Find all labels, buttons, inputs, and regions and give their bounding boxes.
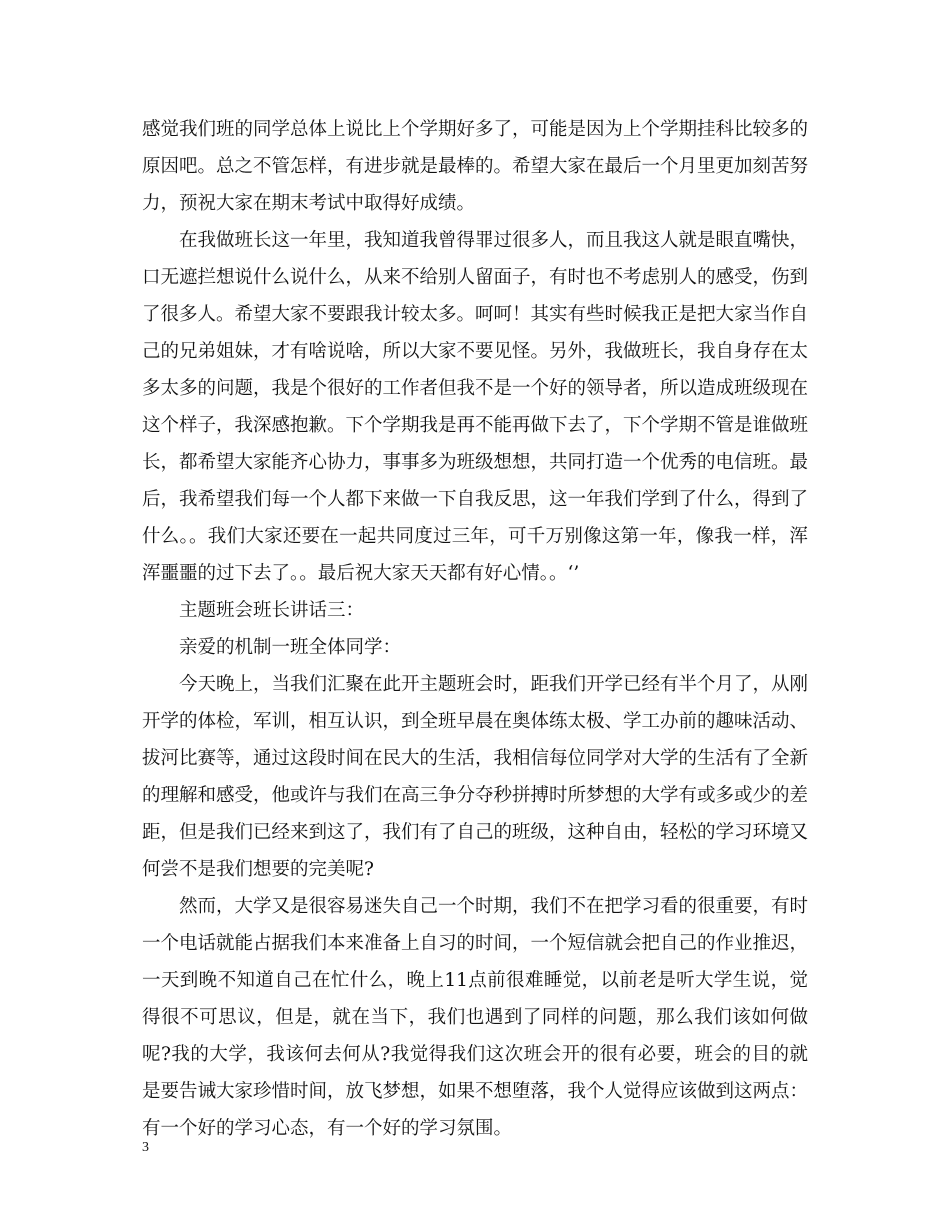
paragraph-2: 在我做班长这一年里，我知道我曾得罪过很多人，而且我这人就是眼直嘴快，口无遮拦想说什么说什么，从来不给别人留面子，有时也不考虑别人的感受，伤到了很多人。希望大家不要跟我计较太多。呵呵！其实有些时候我正是把大家当作自己的兄弟姐妹，才有啥说啥，所以大家不要见怪。另外，我做班长，我自身存在太多太多的问题，我是个很好的工作者但我不是一个好的领导者，所以造成班级现在这个样子，我深感抱歉。下个学期我是再不能再做下去了，下个学期不管是谁做班长，都希望大家能齐心协力，事事多为班级想想，共同打造一个优秀的电信班。最后，我希望我们每一个人都下来做一下自我反思，这一年我们学到了什么，得到了什么。。我们大家还要在一起共同度过三年，可千万别像这第一年，像我一样，浑浑噩噩的过下去了。。最后祝大家天天都有好心情。。‘’ <box>142 230 809 584</box>
paragraph-1: 感觉我们班的同学总体上说比上个学期好多了，可能是因为上个学期挂科比较多的原因吧。总之不管怎样，有进步就是最棒的。希望大家在最后一个月里更加刻苦努力，预祝大家在期末考试中取得好成绩。 <box>142 119 809 214</box>
page-number: 3 <box>142 1140 149 1155</box>
salutation: 亲爱的机制一班全体同学： <box>179 637 402 658</box>
paragraph-6: 然而，大学又是很容易迷失自己一个时期，我们不在把学习看的很重要，有时一个电话就能占据我们本来准备上自习的时间，一个短信就会把自己的作业推迟，一天到晚不知道自己在忙什么，晚上11点前很难睡觉，以前老是听大学生说，觉得很不可思议，但是，就在当下，我们也遇到了同样的问题，那么我们该如何做呢?我的大学，我该何去何从?我觉得我们这次班会开的很有必要，班会的目的就是要告诫大家珍惜时间，放飞梦想，如果不想堕落，我个人觉得应该做到这两点：有一个好的学习心态，有一个好的学习氛围。 <box>142 896 809 1139</box>
document-body <box>142 111 808 1147</box>
paragraph-5: 今天晚上，当我们汇聚在此开主题班会时，距我们开学已经有半个月了，从刚开学的体检，军训，相互认识，到全班早晨在奥体练太极、学工办前的趣味活动、拔河比赛等，通过这段时间在民大的生活，我相信每位同学对大学的生活有了全新的理解和感受，他或许与我们在高三争分夺秒拼搏时所梦想的大学有或多或少的差距，但是我们已经来到这了，我们有了自己的班级，这种自由，轻松的学习环境又何尝不是我们想要的完美呢? <box>142 674 809 880</box>
section-heading: 主题班会班长讲话三： <box>179 600 365 621</box>
